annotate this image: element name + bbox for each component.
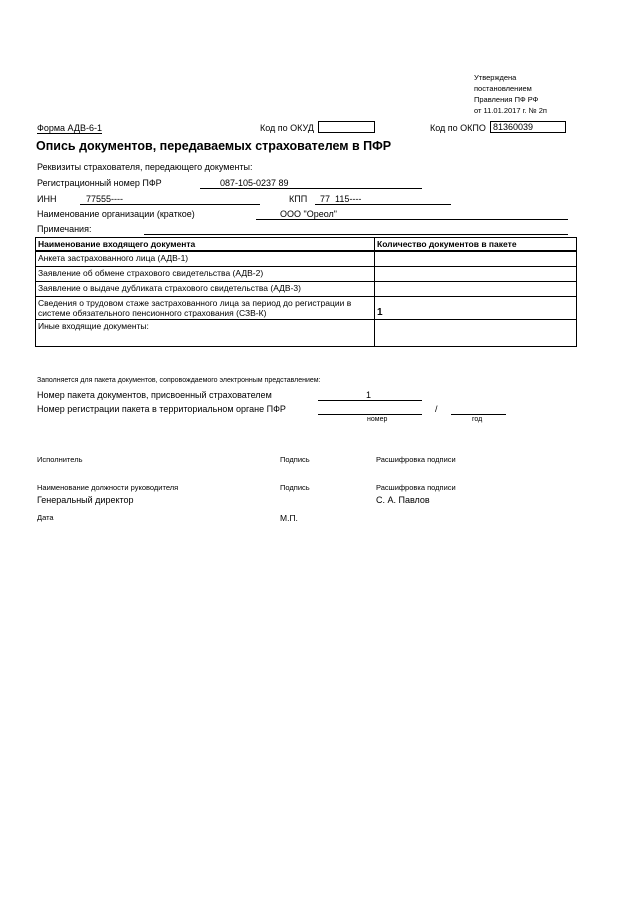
head-position-value[interactable]: Генеральный директор (37, 495, 134, 505)
reg-number-label: Регистрационный номер ПФР (37, 178, 162, 188)
okud-label: Код по ОКУД (260, 123, 314, 133)
insurer-section-label: Реквизиты страхователя, передающего документы: (37, 162, 253, 172)
row-doc-qty[interactable]: 1 (375, 297, 577, 320)
table-header-name: Наименование входящего документа (36, 238, 375, 252)
okud-field[interactable] (318, 121, 375, 133)
kpp-value[interactable]: 77 115---- (320, 194, 362, 204)
table-row (36, 297, 577, 320)
okpo-field[interactable]: 81360039 (490, 121, 566, 133)
row-doc-qty[interactable] (375, 282, 577, 297)
inn-line (80, 204, 260, 205)
signature-label-2: Подпись (280, 483, 310, 492)
registration-number-label: Номер регистрации пакета в территориальном органе ПФР (37, 404, 286, 414)
executor-label: Исполнитель (37, 455, 83, 464)
row-doc-name: Анкета застрахованного лица (АДВ-1) (36, 251, 375, 267)
package-number-label: Номер пакета документов, присвоенный страхователем (37, 390, 272, 400)
org-name-line (256, 219, 568, 220)
table-header-qty: Количество документов в пакете (375, 238, 577, 252)
table-row (36, 282, 577, 297)
inn-value[interactable]: 77555---- (86, 194, 124, 204)
reg-number-value[interactable]: 087-105-0237 89 (220, 178, 289, 188)
approval-line-1: Утверждена (474, 73, 517, 82)
approval-line-4: от 11.01.2017 г. № 2п (474, 106, 547, 115)
row-doc-qty[interactable] (375, 251, 577, 267)
table-row (36, 251, 577, 267)
row-doc-name: Сведения о трудовом стаже застрахованного лица за период до регистрации в системе обязательного пенсионного страхования (СЗВ-К) (36, 297, 375, 320)
signature-label-1: Подпись (280, 455, 310, 464)
documents-table (35, 237, 577, 347)
package-number-line (318, 400, 422, 401)
signature-decode-label-1: Расшифровка подписи (376, 455, 456, 464)
table-row (36, 320, 577, 347)
reg-number-line (200, 188, 422, 189)
stamp-label: М.П. (280, 513, 298, 523)
okpo-label: Код по ОКПО (430, 123, 486, 133)
page-title: Опись документов, передаваемых страхователем в ПФР (36, 139, 392, 153)
approval-line-3: Правления ПФ РФ (474, 95, 539, 104)
package-number-value[interactable]: 1 (366, 390, 372, 400)
org-name-value[interactable]: ООО "Ореол" (280, 209, 337, 219)
year-caption: год (472, 416, 483, 423)
form-name: Форма АДВ-6-1 (37, 123, 102, 133)
kpp-line (315, 204, 451, 205)
registration-slash: / (435, 404, 438, 414)
head-position-label: Наименование должности руководителя (37, 483, 179, 492)
electronic-note: Заполняется для пакета документов, сопровождаемого электронным представлением: (37, 377, 321, 384)
table-row (36, 267, 577, 282)
notes-label: Примечания: (37, 224, 92, 234)
row-doc-qty[interactable] (375, 267, 577, 282)
registration-year-line[interactable] (451, 414, 506, 415)
row-doc-qty[interactable] (375, 320, 577, 347)
approval-line-2: постановлением (474, 84, 532, 93)
signature-decode-label-2: Расшифровка подписи (376, 483, 456, 492)
row-doc-name: Заявление об обмене страхового свидетельства (АДВ-2) (36, 267, 375, 282)
kpp-label: КПП (289, 194, 308, 204)
date-label: Дата (37, 513, 54, 522)
inn-label: ИНН (37, 194, 57, 204)
head-name-value[interactable]: С. А. Павлов (376, 495, 430, 505)
registration-number-line[interactable] (318, 414, 422, 415)
row-doc-name: Заявление о выдаче дубликата страхового свидетельства (АДВ-3) (36, 282, 375, 297)
number-caption: номер (367, 416, 388, 423)
notes-line (144, 234, 568, 235)
org-name-label: Наименование организации (краткое) (37, 209, 195, 219)
row-doc-name: Иные входящие документы: (36, 320, 375, 347)
